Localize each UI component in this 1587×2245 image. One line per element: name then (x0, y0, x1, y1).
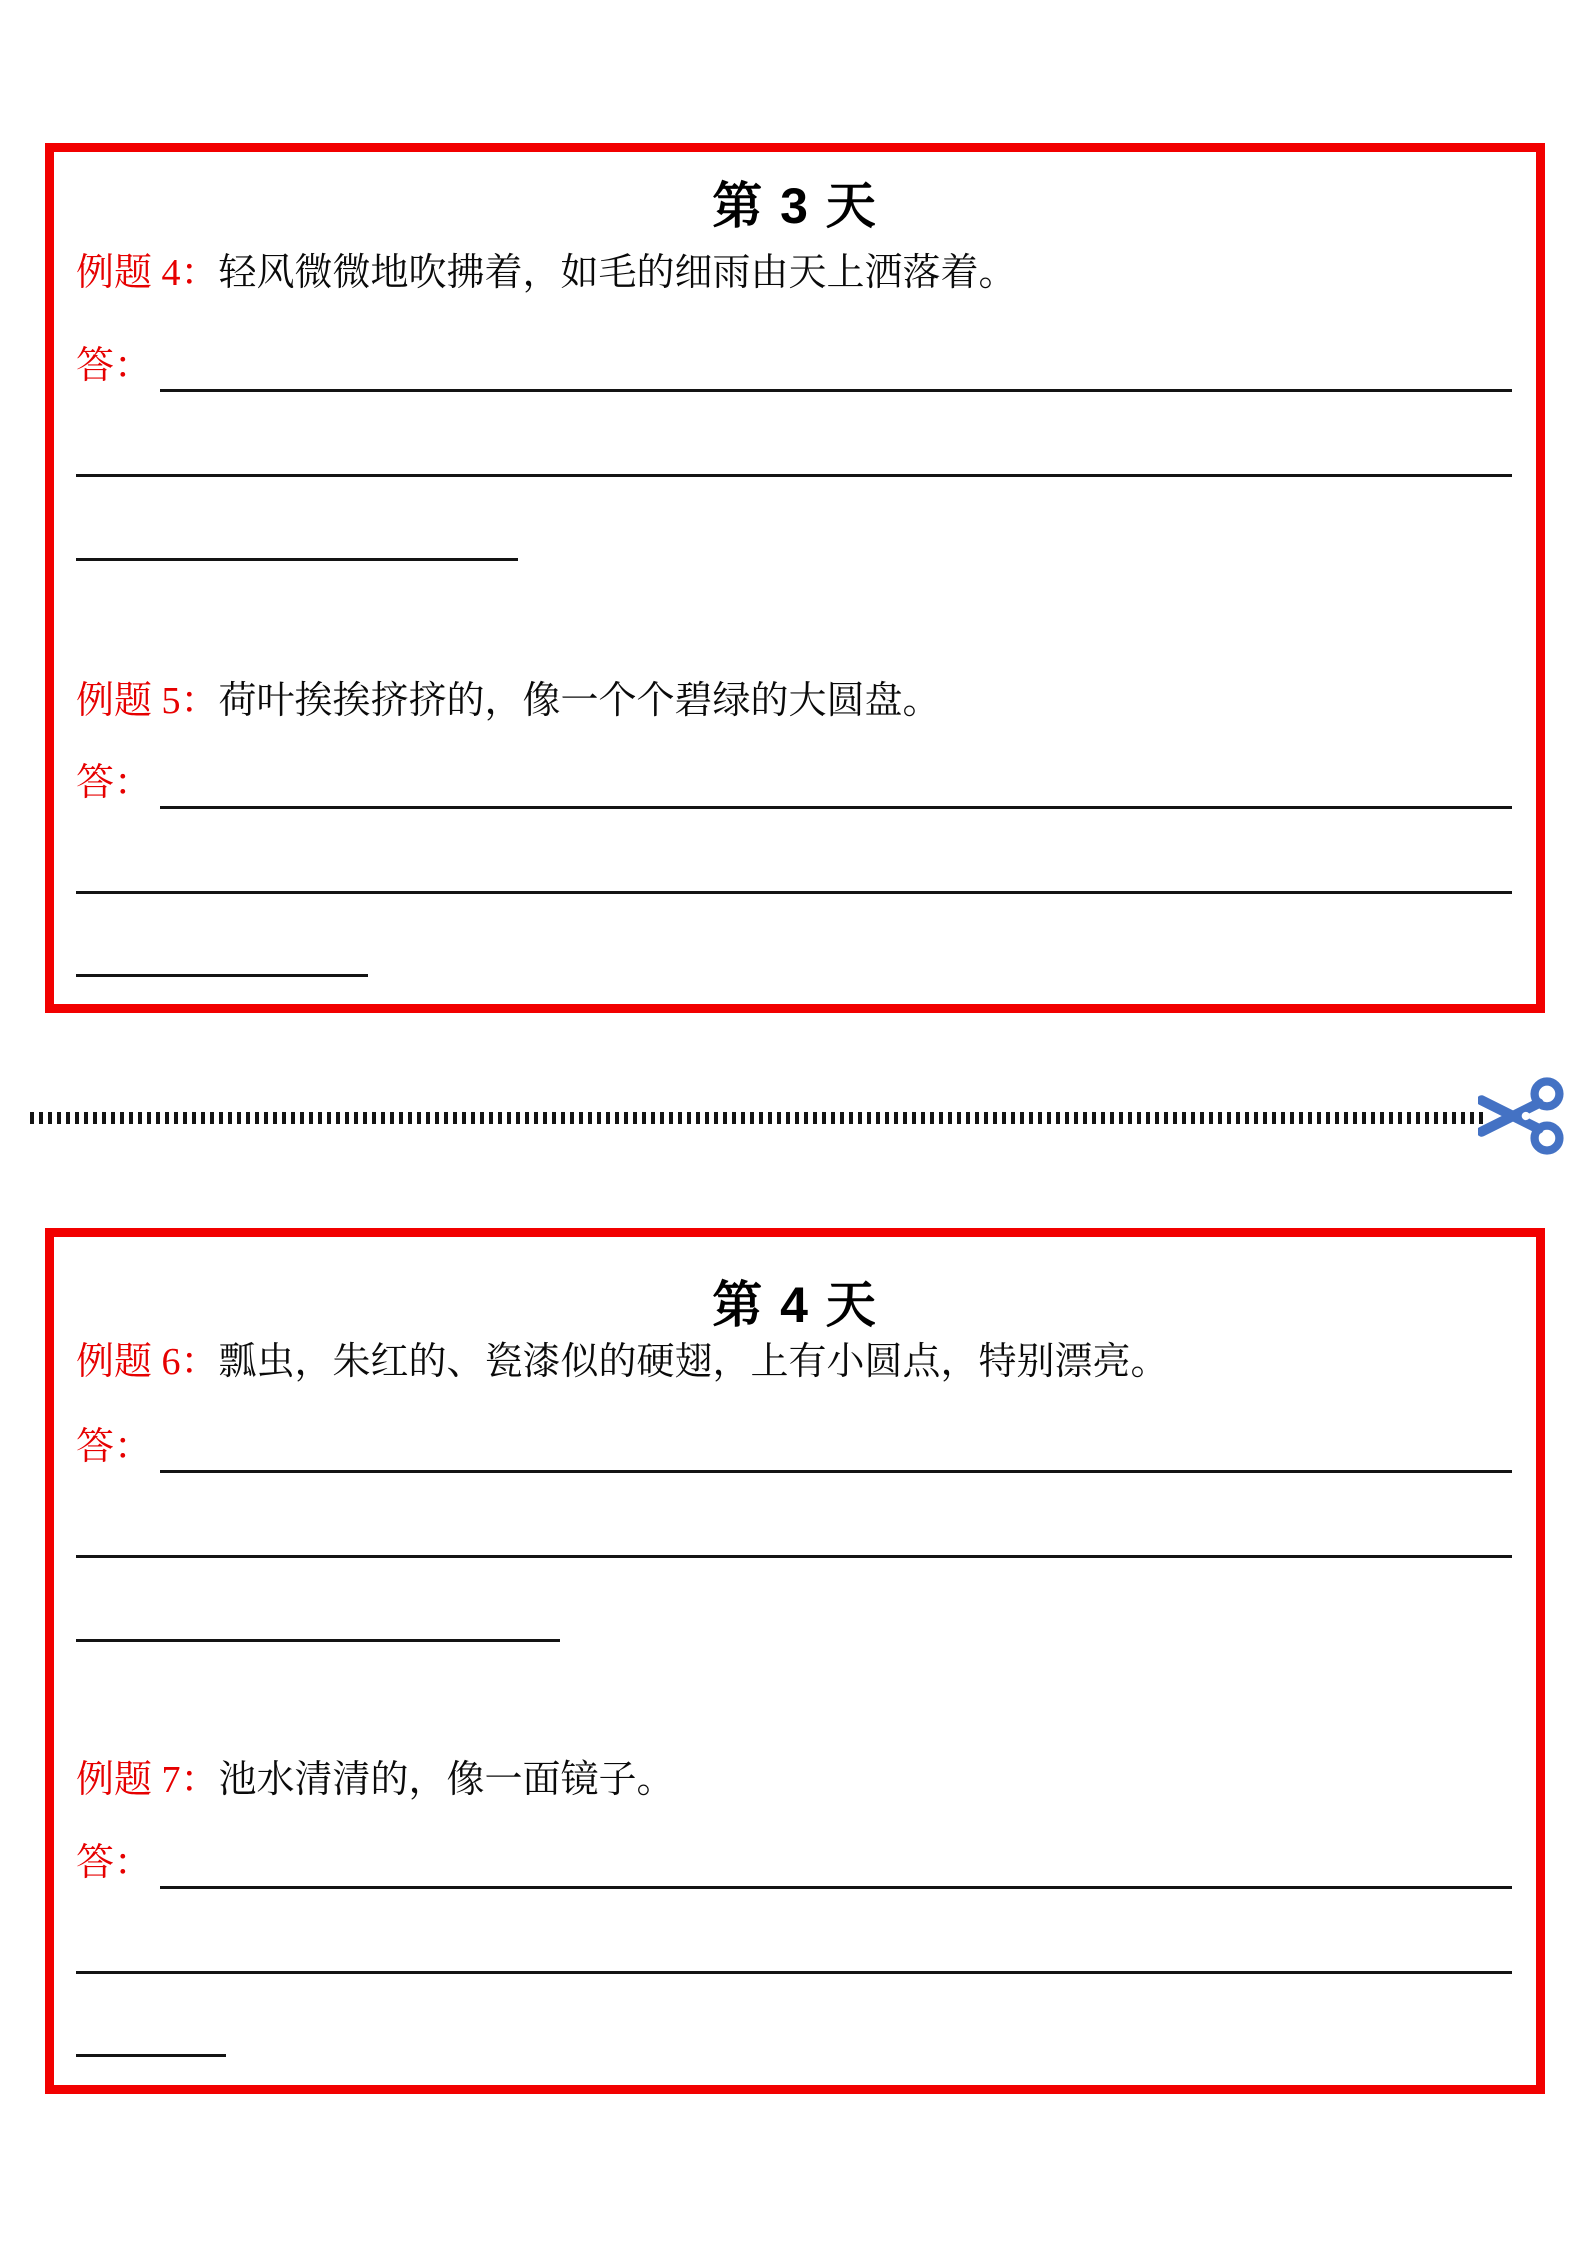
exercise-7-answer-line-1 (160, 1833, 1512, 1889)
exercise-5-answer-line-1 (160, 753, 1512, 809)
exercise-6-label: 例题 6： (76, 1341, 219, 1383)
exercise-4-label: 例题 4： (76, 252, 219, 294)
exercise-4-answer-line-1 (160, 336, 1512, 392)
exercise-7-text: 池水清清的，像一面镜子。 (218, 1759, 675, 1801)
day-3-title: 第 3 天 (712, 178, 878, 234)
exercise-4-answer-row (76, 336, 1512, 392)
exercise-6-answer-line-1 (160, 1417, 1512, 1473)
exercise-5-answer-label: 答： (76, 762, 153, 804)
exercise-4-text: 轻风微微地吹拂着，如毛的细雨由天上洒落着。 (218, 252, 1017, 294)
exercise-5-answer-line-2 (76, 891, 1512, 894)
scissors-icon (1478, 1070, 1570, 1162)
exercise-7-answer-line-2 (76, 1971, 1512, 1974)
exercise-6-answer-label: 答： (76, 1426, 153, 1468)
exercise-7-answer-line-3 (76, 2054, 226, 2057)
exercise-5-block (76, 676, 1514, 727)
exercise-4-answer-line-3 (76, 558, 518, 561)
exercise-7-label: 例题 7： (76, 1759, 219, 1801)
exercise-4-block (76, 248, 1514, 299)
exercise-5-text: 荷叶挨挨挤挤的，像一个个碧绿的大圆盘。 (218, 680, 941, 722)
day-3-section (45, 143, 1545, 1013)
exercise-7-answer-label: 答： (76, 1842, 153, 1884)
exercise-5-answer-row (76, 753, 1512, 809)
exercise-5-answer-line-3 (76, 974, 368, 977)
exercise-6-answer-row (76, 1417, 1512, 1473)
exercise-6-answer-line-3 (76, 1639, 560, 1642)
exercise-6-block (76, 1337, 1514, 1388)
exercise-7-answer-row (76, 1833, 1512, 1889)
exercise-7-block (76, 1755, 1514, 1806)
exercise-5-label: 例题 5： (76, 680, 219, 722)
day-4-title: 第 4 天 (712, 1277, 878, 1333)
exercise-6-answer-line-2 (76, 1555, 1512, 1558)
exercise-4-answer-label: 答： (76, 345, 153, 387)
day-4-section (45, 1228, 1545, 2094)
cut-here-dashed-line (30, 1112, 1488, 1124)
exercise-6-text: 瓢虫，朱红的、瓷漆似的硬翅，上有小圆点，特别漂亮。 (218, 1341, 1169, 1383)
exercise-4-answer-line-2 (76, 474, 1512, 477)
